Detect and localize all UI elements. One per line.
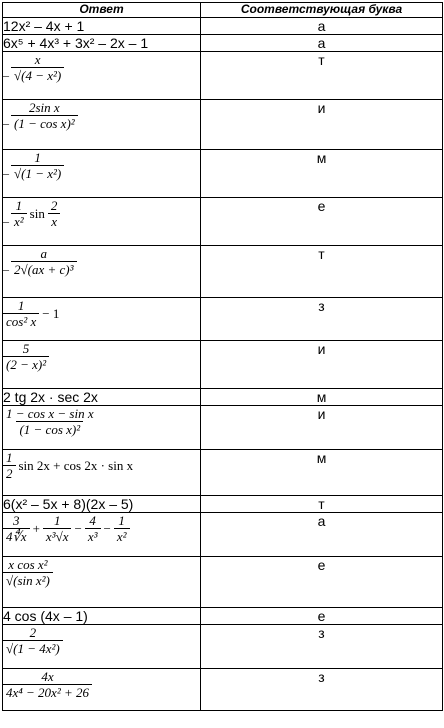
table-row [3,18,443,35]
numerator: 1 [17,298,25,313]
expression-tail: sin 2x + cos 2x · sin x [18,457,134,473]
minus-sign: – [3,116,9,130]
letter-cell: т [201,52,443,100]
numerator: 4 [89,513,96,528]
denominator: √(1 − 4x²) [3,640,63,656]
answer-expression: 12x² – 4x + 1 [3,18,85,34]
numerator: x cos x² [8,557,48,572]
numerator: 2sin x [28,100,60,115]
letter-cell: и [201,341,443,389]
numerator: 3 [13,513,20,528]
table-row [3,35,443,52]
denominator: 2 [3,465,16,481]
answer-cell [3,18,201,35]
denominator: x³√x [43,528,72,544]
numerator: 1 [15,198,23,213]
denominator: x² [114,528,130,544]
header-letter: Соответствующая буква [201,3,443,18]
minus-sign: – [3,166,9,180]
fraction [3,450,16,481]
letter-cell: м [201,450,443,496]
answer-cell [3,557,201,608]
letter-cell: м [201,150,443,198]
answer-cell [3,35,201,52]
numerator: 1 [6,450,13,465]
table-row [3,406,443,450]
numerator: 1 [53,513,61,528]
letter-cell: и [201,100,443,150]
fraction [11,246,77,277]
letter-cell: з [201,669,443,711]
minus-sign: – [3,68,9,82]
answer-cell [3,608,201,625]
table-row [3,246,443,298]
letter-cell: т [201,246,443,298]
table-row [3,496,443,513]
answer-cell: $\frac{3}{4∜x}$ + $\frac{1}{\text{x³√x}}$ − $\frac{4}{\text{x³}}$ − $\frac{1}{\text{x²}}$ [3,513,201,557]
answer-cell [3,669,201,711]
denominator: (1 − cos x)² [16,421,83,437]
answer-cell [3,198,201,246]
answer-expression: 6x⁵ + 4x³ + 3x² – 2x – 1 [3,35,149,51]
denominator: x [48,213,60,229]
letter-cell: а [201,18,443,35]
denominator: x³ [85,528,101,544]
table-row [3,669,443,711]
fraction [11,52,64,83]
denominator: √(sin x²) [3,572,53,588]
fraction [48,198,61,229]
denominator: 4x⁴ − 20x² + 26 [3,684,92,700]
answer-expression: 4 cos (4x – 1) [3,608,88,624]
expression-tail: − 1 [42,305,60,321]
letter-cell: з [201,625,443,669]
fraction [3,625,63,656]
letter-cell: а [201,513,443,557]
fraction [3,513,30,544]
fraction [3,341,49,372]
fraction [3,669,92,700]
letter-cell: з [201,298,443,341]
answer-cell [3,450,201,496]
denominator: 4∜x [3,528,30,544]
numerator: x [34,52,41,67]
answer-cell [3,496,201,513]
minus-sign: – [3,214,9,228]
fraction [3,298,39,329]
fraction [11,150,64,181]
denominator: (1 − cos x)² [11,115,78,131]
answer-cell [3,625,201,669]
letter-cell: м [201,389,443,406]
minus-sign: – [3,262,9,276]
numerator: a [40,246,47,261]
letter-cell: а [201,35,443,52]
fraction [11,198,27,229]
numerator: 1 − cos x − sin x [6,406,94,421]
answer-table [2,2,443,711]
letter-cell: и [201,406,443,450]
answer-expression: 2 tg 2x · sec 2x [3,389,98,405]
answer-cell [3,406,201,450]
fraction [114,513,130,544]
header-answer: Ответ [3,3,201,18]
answer-cell [3,246,201,298]
denominator: 2√(ax + c)³ [11,261,77,277]
denominator: (2 − x)² [3,356,49,372]
fraction [3,406,97,437]
table-row [3,450,443,496]
letter-cell: е [201,608,443,625]
table-row [3,298,443,341]
table-row [3,625,443,669]
fraction [43,513,72,544]
table-row [3,100,443,150]
answer-cell [3,341,201,389]
answer-expression: 6(x² – 5x + 8)(2x – 5) [3,496,134,512]
numerator: 1 [34,150,41,165]
letter-cell: е [201,198,443,246]
letter-cell: е [201,557,443,608]
numerator: 4x [41,669,54,684]
table-row [3,341,443,389]
answer-cell [3,150,201,198]
denominator: √(4 − x²) [11,67,64,83]
table-row [3,389,443,406]
fraction [11,100,78,131]
numerator: 5 [22,341,30,356]
letter-cell: т [201,496,443,513]
table-row [3,557,443,608]
answer-cell [3,100,201,150]
table-row [3,52,443,100]
numerator: 1 [118,513,125,528]
header-row [3,3,443,18]
table-row [3,198,443,246]
answer-cell [3,389,201,406]
table-row [3,608,443,625]
denominator: x² [11,213,27,229]
numerator: 2 [50,198,58,213]
fraction [3,557,53,588]
sin-word: sin [29,205,45,221]
numerator: 2 [29,625,37,640]
fraction [85,513,101,544]
denominator: √(1 − x²) [11,165,64,181]
denominator: cos² x [3,313,39,329]
table-row [3,150,443,198]
answer-cell [3,52,201,100]
table-row [3,513,443,557]
answer-cell [3,298,201,341]
